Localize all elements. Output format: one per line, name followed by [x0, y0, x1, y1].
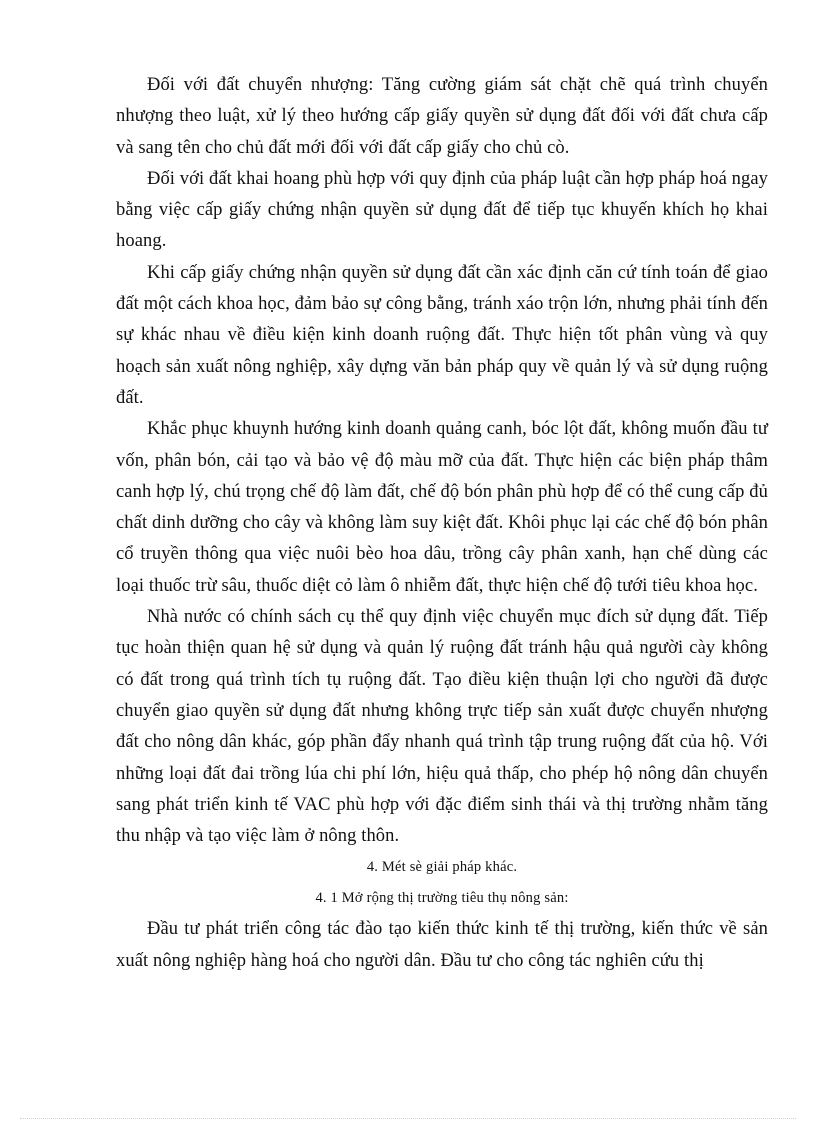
page-bottom-divider [20, 1118, 796, 1119]
paragraph-training-investment: Đầu tư phát triển công tác đào tạo kiến thức kinh tế thị trường, kiến thức về sản xuất nông nghiệp hàng hoá cho người dân. Đầu tư cho công tác nghiên cứu thị [116, 919, 768, 971]
paragraph-land-transfer: Đối với đất chuyển nhượng: Tăng cường giám sát chặt chẽ quá trình chuyển nhượng theo luật, xử lý theo hướng cấp giấy quyền sử dụng đất đối với đất chưa cấp và sang tên cho chủ đất mới đối với đất cấp giấy cho chủ cò. [116, 75, 768, 158]
paragraph-state-policy: Nhà nước có chính sách cụ thể quy định việc chuyển mục đích sử dụng đất. Tiếp tục hoàn thiện quan hệ sử dụng và quản lý ruộng đất tránh hậu quả người cày không có đất trong quá trình tích tụ ruộng đất. Tạo điều kiện thuận lợi cho người đã được chuyển giao quyền sử dụng đất nhưng không trực tiếp sản xuất được chuyển nhượng đất cho nông dân khác, góp phần đẩy nhanh quá trình tập trung ruộng đất của hộ. Với những loại đất đai trồng lúa chi phí lớn, hiệu quả thấp, cho phép hộ nông dân chuyển sang phát triển kinh tế VAC phù hợp với đặc điểm sinh thái và thị trường nhằm tăng thu nhập và tạo việc làm ở nông thôn. [116, 607, 768, 847]
paragraph-reclaimed-land: Đối với đất khai hoang phù hợp với quy định của pháp luật cần hợp pháp hoá ngay bằng việc cấp giấy chứng nhận quyền sử dụng đất để tiếp tục khuyến khích họ khai hoang. [116, 168, 768, 252]
document-page [116, 70, 768, 977]
paragraph-intensive-farming: Khắc phục khuynh hướng kinh doanh quảng canh, bóc lột đất, không muốn đầu tư vốn, phân bón, cải tạo và bảo vệ độ màu mỡ của đất. Thực hiện các biện pháp thâm canh hợp lý, chú trọng chế độ làm đất, chế độ bón phân phù hợp để có thể cung cấp đủ chất dinh dưỡng cho cây và không làm suy kiệt đất. Khôi phục lại các chế độ bón phân cổ truyền thông qua việc nuôi bèo hoa dâu, trồng cây phân xanh, hạn chế dùng các loại thuốc trừ sâu, thuốc diệt cỏ làm ô nhiễm đất, thực hiện chế độ tưới tiêu khoa học. [116, 419, 768, 596]
subsection-heading-market-expansion: 4. 1 Mở rộng thị trường tiêu thụ nông sản: [315, 890, 569, 907]
paragraph-land-certificate: Khi cấp giấy chứng nhận quyền sử dụng đất cần xác định căn cứ tính toán để giao đất một cách khoa học, đảm bảo sự công bằng, tránh xáo trộn lớn, nhưng phải tính đến sự khác nhau về điều kiện kinh doanh ruộng đất. Thực hiện tốt phân vùng và quy hoạch sản xuất nông nghiệp, xây dựng văn bản pháp quy về quản lý và sử dụng ruộng đất. [116, 262, 768, 408]
section-heading-other-solutions: 4. Mét sè giải pháp khác. [366, 859, 518, 876]
